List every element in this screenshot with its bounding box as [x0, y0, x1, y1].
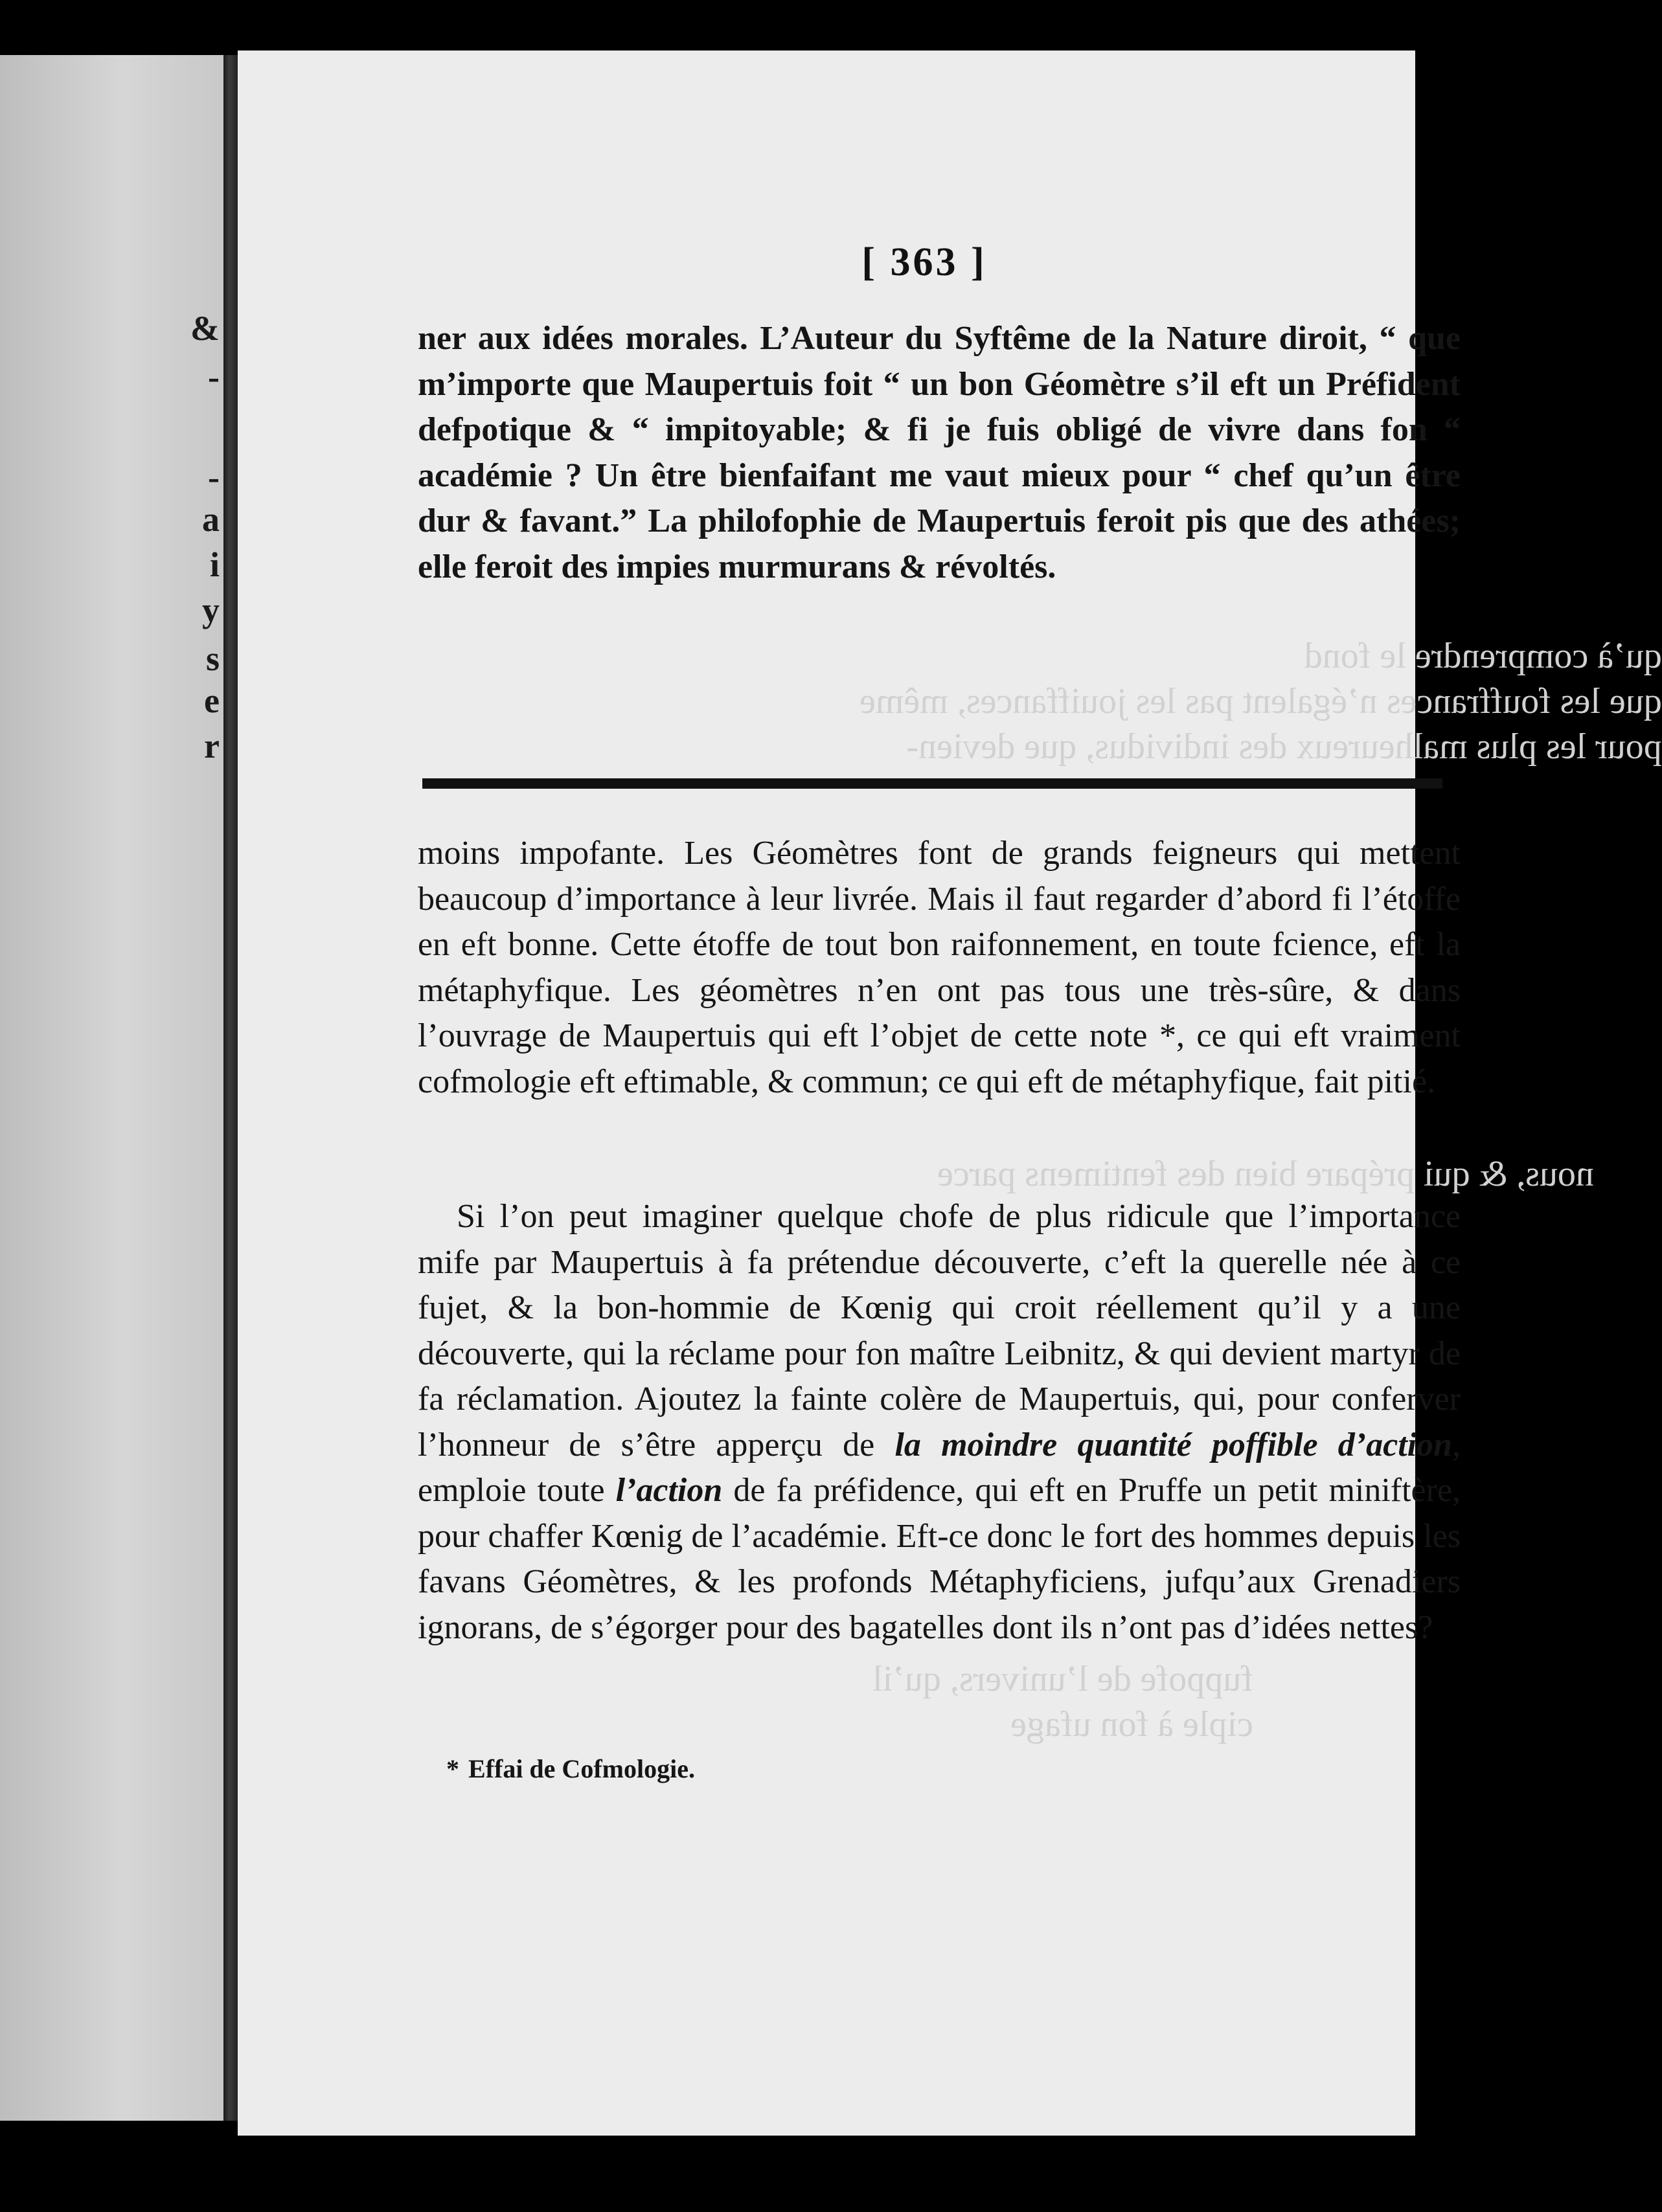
footnote-continuation-paragraph: ner aux idées morales. L’Auteur du Syftême de la Nature diroit, “ que m’importe que Maupertuis foit “ un bon Géomètre s’il eft un Préfident defpotique & “ impitoyable; & fi je fuis obligé de vivre dans fon “ académie ? Un être bienfaifant me vaut mieux pour “ chef qu’un être dur & favant.” La philofophie de Maupertuis feroit pis que des athées; elle feroit des impies murmurans & révoltés. [418, 320, 1461, 585]
left-fragment-glyph: - [208, 357, 220, 396]
left-fragment-glyph: a [202, 500, 220, 539]
section-divider-rule [422, 778, 1442, 789]
left-fragment-glyph: - [208, 458, 220, 497]
left-fragment-glyph: e [204, 681, 220, 720]
body-text: Si l’on peut imaginer quelque chofe de plus ridicule que l’importance mife par Maupertuis à fa prétendue découverte, c’eft la querelle née à ce fujet, & la bon-hommie de Kœnig qui croit réellement qu’il y a une découverte, qui la réclame pour fon maître Leibnitz, & qui devient martyr de fa réclamation. Ajoutez la fainte colère de Maupertuis, qui, pour conferver l’honneur de s’être apperçu de [418, 1198, 1461, 1463]
page-number: [ 363 ] [861, 240, 987, 284]
left-page-edge [0, 55, 223, 2121]
show-through-text: nous, & qui prépare bien des fentimens parce [937, 1154, 1594, 1194]
footnote [446, 1754, 964, 1784]
body-text: , emploie toute [418, 1426, 1461, 1509]
book-page [238, 51, 1662, 2136]
show-through-text: fuppofe de l’univers, qu’il ciple à fon ufage [872, 1659, 1253, 1744]
left-fragment-glyph: & [190, 309, 220, 348]
book-gutter [223, 55, 238, 2121]
left-fragment-glyph: s [205, 639, 220, 678]
italic-phrase: la moindre quantité poffible d’action [894, 1426, 1453, 1463]
body-text: de fa préfidence, qui eft en Pruffe un petit miniftère, pour chaffer Kœnig de l’académie. Eft-ce donc le fort des hommes depuis les favans Géomètres, & les profonds Métaphyficiens, jufqu’aux Grenadiers ignorans, de s’égorger pour des bagatelles dont ils n’ont pas d’idées nettes? [418, 1472, 1461, 1646]
left-fragment-glyph: i [209, 545, 220, 584]
show-through-text: qu’à comprendre le fond que les fouffrances n’égalent pas les jouiffances, même pour les plus malheureux des individus, que devien- [859, 636, 1662, 767]
italic-phrase: l’action [615, 1472, 723, 1509]
body-paragraph: moins impofante. Les Géomètres font de grands feigneurs qui mettent beaucoup d’importance à leur livrée. Mais il faut regarder d’abord fi l’étoffe en eft bonne. Cette étoffe de tout bon raifonnement, en toute fcience, eft la métaphyfique. Les géomètres n’en ont pas tous une très-sûre, & dans l’ouvrage de Maupertuis qui eft l’objet de cette note *, ce qui eft vraiment cofmologie eft eftimable, & commun; ce qui eft de métaphyfique, fait pitié. [418, 835, 1461, 1100]
body-paragraph [418, 1194, 1461, 1651]
left-fragment-glyph: r [204, 727, 220, 765]
left-fragment-glyph: y [202, 591, 220, 629]
footnote-text: Effai de Cofmologie. [468, 1754, 695, 1783]
footnote-mark: * [446, 1754, 459, 1783]
left-page-fragments [0, 55, 223, 2121]
